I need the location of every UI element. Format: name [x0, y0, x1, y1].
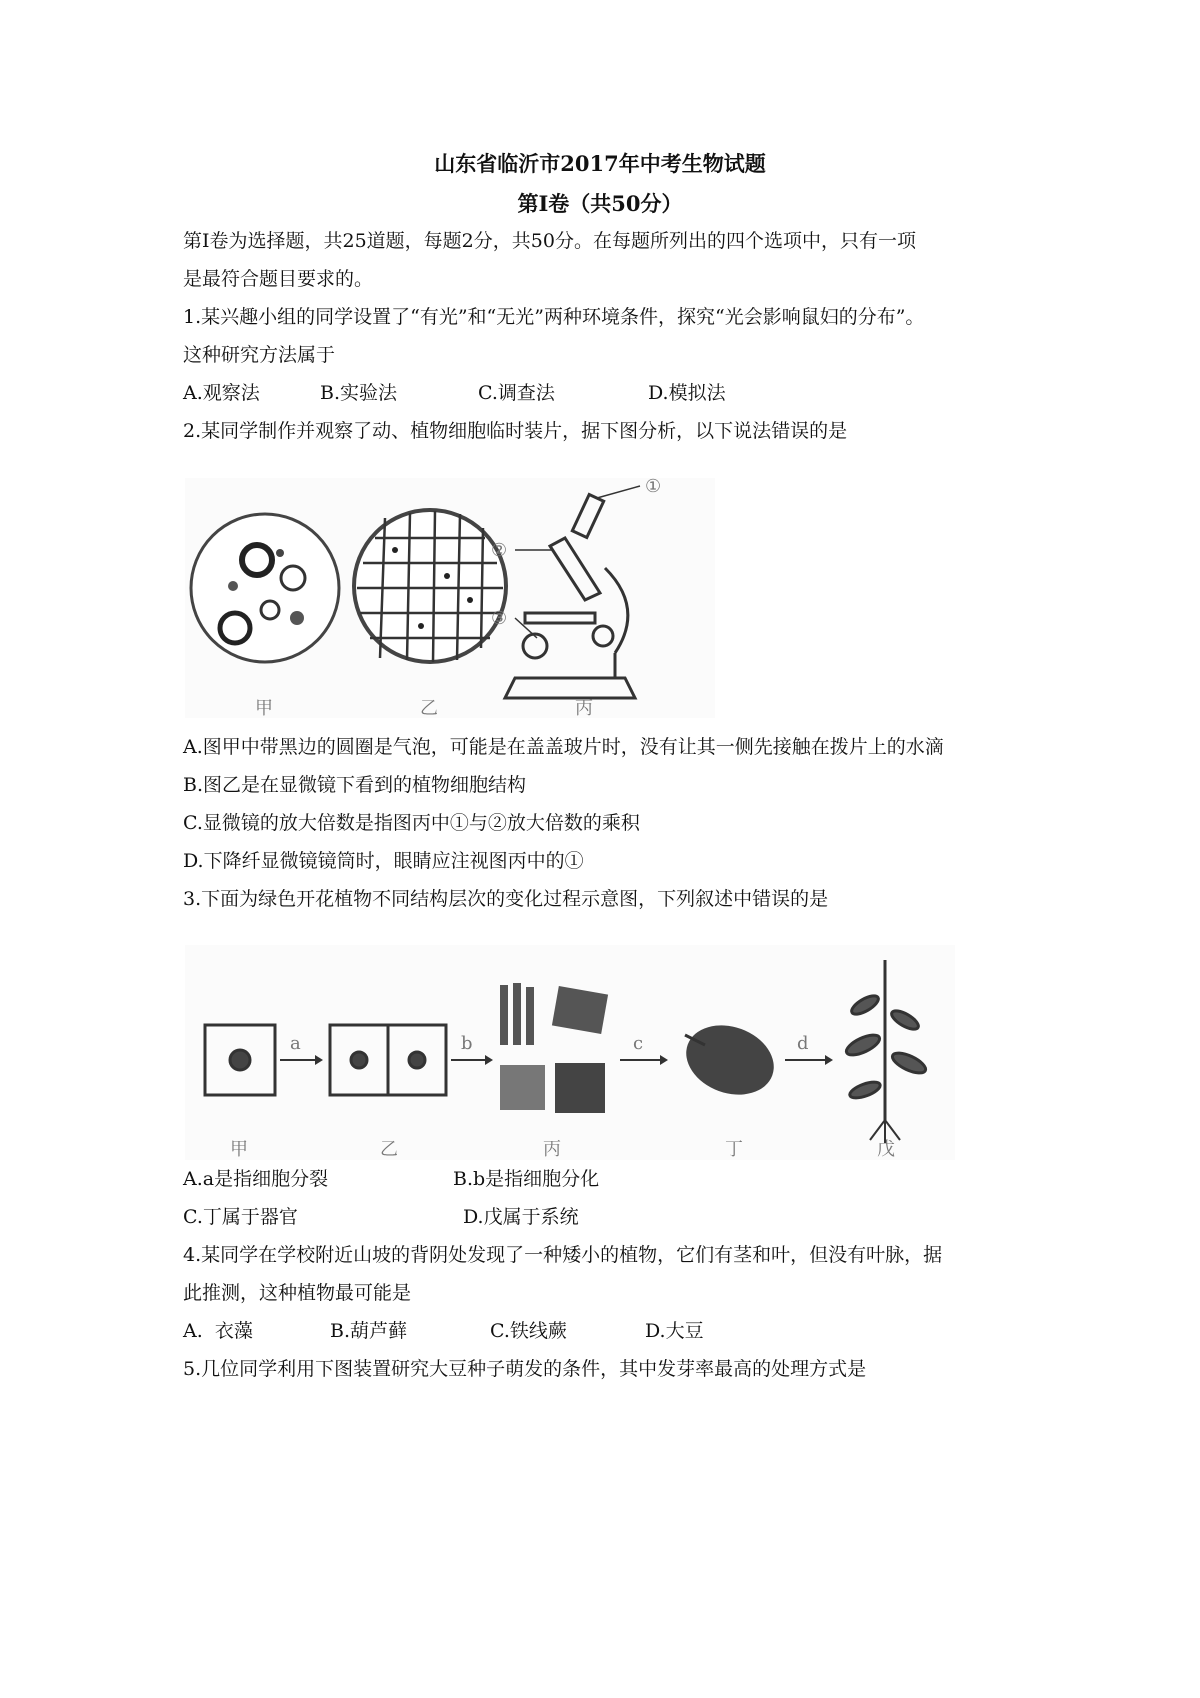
q3-structure-figure — [185, 945, 955, 1160]
exam-title: 山东省临沂市2017年中考生物试题 — [434, 151, 766, 176]
section-title: 第Ⅰ卷（共50分） — [517, 191, 683, 216]
marker-2: ② — [491, 540, 508, 561]
q2-stem: 2.某同学制作并观察了动、植物细胞临时装片，据下图分析，以下说法错误的是 — [183, 420, 848, 442]
figure-jia-animal-cells — [191, 514, 339, 662]
q4-option-a: A. 衣藻 — [183, 1320, 253, 1342]
q3-option-d: D.戊属于系统 — [463, 1206, 579, 1228]
stage-bing-tissues — [500, 983, 608, 1113]
q5-stem: 5.几位同学利用下图装置研究大豆种子萌发的条件，其中发芽率最高的处理方式是 — [183, 1358, 867, 1380]
q3-option-b: B.b是指细胞分化 — [453, 1168, 600, 1190]
stage-wu-plant — [844, 960, 929, 1143]
label-yi: 乙 — [380, 1139, 398, 1160]
q2-option-c: C.显微镜的放大倍数是指图丙中①与②放大倍数的乘积 — [183, 812, 640, 834]
arrow-b-label: b — [461, 1033, 473, 1054]
marker-3: ③ — [491, 608, 508, 629]
label-jia: 甲 — [230, 1139, 248, 1160]
intro-line-2: 是最符合题目要求的。 — [183, 268, 374, 290]
label-jia: 甲 — [255, 698, 273, 718]
figure-yi-plant-cells — [354, 510, 506, 662]
label-bing: 丙 — [543, 1139, 561, 1160]
q1-option-b: B.实验法 — [320, 382, 398, 404]
q1-option-c: C.调查法 — [478, 382, 555, 404]
figure-bing-microscope — [505, 486, 640, 698]
stage-ding-leaf — [676, 1014, 783, 1107]
stage-yi-cells — [330, 1025, 446, 1095]
q2-option-d: D.下降纤显微镜镜筒时，眼睛应注视图丙中的① — [183, 850, 584, 872]
q1-option-a: A.观察法 — [183, 382, 260, 404]
label-wu: 戊 — [877, 1139, 895, 1160]
arrow-d-label: d — [797, 1033, 809, 1054]
q4-option-d: D.大豆 — [645, 1320, 704, 1342]
label-yi: 乙 — [420, 698, 438, 718]
q4-stem-line-1: 4.某同学在学校附近山坡的背阴处发现了一种矮小的植物，它们有茎和叶，但没有叶脉，据 — [183, 1244, 943, 1266]
label-bing: 丙 — [575, 698, 593, 718]
q4-option-b: B.葫芦藓 — [330, 1320, 408, 1342]
q3-option-a: A.a是指细胞分裂 — [183, 1168, 329, 1190]
arrow-a-label: a — [290, 1033, 301, 1054]
label-ding: 丁 — [725, 1139, 743, 1160]
q2-microscope-figure — [185, 478, 715, 718]
q1-stem-line-2: 这种研究方法属于 — [183, 344, 336, 366]
intro-line-1: 第Ⅰ卷为选择题，共25道题，每题2分，共50分。在每题所列出的四个选项中，只有一项 — [183, 230, 916, 252]
q1-option-d: D.模拟法 — [648, 382, 726, 404]
q4-option-c: C.铁线蕨 — [490, 1320, 567, 1342]
marker-1: ① — [645, 478, 662, 497]
q3-option-c: C.丁属于器官 — [183, 1206, 298, 1228]
q2-option-a: A.图甲中带黑边的圆圈是气泡，可能是在盖盖玻片时，没有让其一侧先接触在拨片上的水滴 — [183, 736, 944, 758]
q2-option-b: B.图乙是在显微镜下看到的植物细胞结构 — [183, 774, 527, 796]
q4-stem-line-2: 此推测，这种植物最可能是 — [183, 1282, 412, 1304]
q3-stem: 3.下面为绿色开花植物不同结构层次的变化过程示意图，下列叙述中错误的是 — [183, 888, 829, 910]
arrow-c-label: c — [633, 1033, 644, 1054]
stage-jia-cell — [205, 1025, 275, 1095]
q1-stem-line-1: 1.某兴趣小组的同学设置了“有光”和“无光”两种环境条件，探究“光会影响鼠妇的分布”。 — [183, 306, 925, 328]
